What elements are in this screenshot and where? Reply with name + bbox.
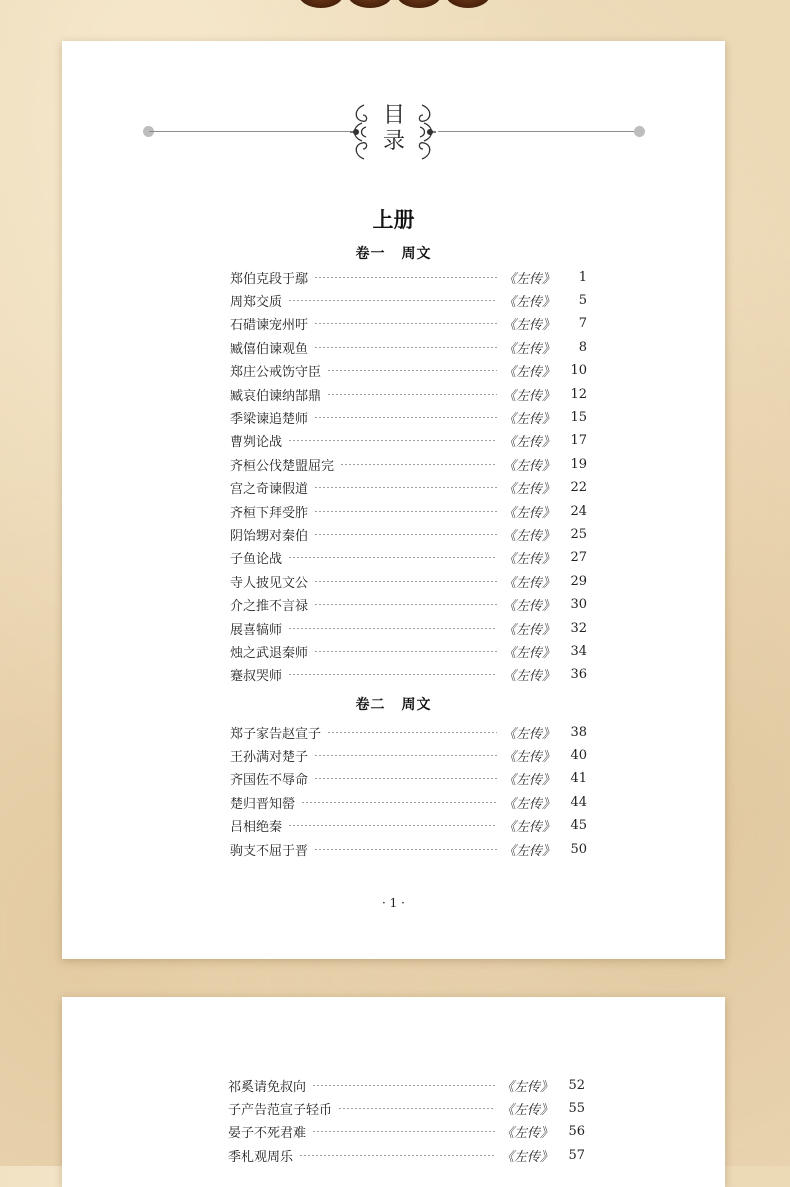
dot-leader: [314, 277, 497, 278]
section-title-category: 周文: [401, 246, 432, 262]
toc-entry-title: 子产告范宣子轻币: [228, 1102, 333, 1118]
toc-entry[interactable]: [230, 665, 587, 685]
toc-entry-title: 寺人披见文公: [230, 575, 309, 591]
toc-entry-source: 《左传》: [502, 552, 555, 568]
toc-entry[interactable]: [228, 1098, 585, 1118]
page-number: · 1 ·: [382, 896, 405, 910]
toc-entry[interactable]: [230, 267, 587, 287]
dot-leader: [314, 347, 497, 348]
dot-leader: [314, 755, 497, 756]
toc-entry-source: 《左传》: [502, 365, 555, 381]
toc-entry-source: 《左传》: [502, 528, 555, 544]
toc-entry-title: 蹇叔哭师: [230, 669, 283, 685]
toc-entry-source: 《左传》: [502, 645, 555, 661]
toc-entry-title: 子鱼论战: [230, 552, 283, 568]
toc-entry-title: 季梁谏追楚师: [230, 411, 309, 427]
dot-leader: [301, 802, 497, 803]
toc-entry[interactable]: [230, 524, 587, 544]
toc-entry[interactable]: [230, 641, 587, 661]
toc-entry-page: 50: [570, 841, 587, 857]
ornament-right-icon: [416, 101, 438, 163]
toc-entry-title: 臧僖伯谏观鱼: [230, 341, 309, 357]
toc-entry-source: 《左传》: [502, 411, 555, 427]
toc-entry-source: 《左传》: [500, 1102, 553, 1118]
toc-entry-title: 烛之武退秦师: [230, 645, 309, 661]
toc-entry-page: 56: [568, 1124, 585, 1140]
decorative-beads: [298, 0, 492, 8]
toc-entry-source: 《左传》: [502, 482, 555, 498]
toc-entry[interactable]: [230, 839, 587, 859]
section-title-category: 周文: [401, 697, 432, 713]
toc-entry-title: 郑庄公戒饬守臣: [230, 365, 322, 381]
toc-entry-page: 8: [578, 339, 587, 355]
toc-entry-title: 宫之奇谏假道: [230, 482, 309, 498]
bead: [396, 0, 442, 8]
toc-entry[interactable]: [230, 722, 587, 742]
toc-entry[interactable]: [228, 1075, 585, 1095]
toc-page-2: [62, 997, 725, 1187]
toc-entry-page: 25: [570, 526, 587, 542]
dot-leader: [327, 732, 497, 733]
toc-entry[interactable]: [230, 501, 587, 521]
dot-leader: [288, 440, 497, 441]
toc-entry[interactable]: [228, 1145, 585, 1165]
toc-entry-page: 30: [570, 597, 587, 613]
toc-entry-title: 展喜犒师: [230, 622, 283, 638]
bead: [298, 0, 344, 8]
toc-entry-page: 40: [570, 747, 587, 763]
toc-entry-page: 12: [570, 386, 587, 402]
toc-entry-title: 吕相绝秦: [230, 820, 283, 836]
toc-entry-source: 《左传》: [500, 1149, 553, 1165]
toc-entry-page: 19: [570, 456, 587, 472]
toc-entry-page: 29: [570, 573, 587, 589]
toc-entry-page: 22: [570, 480, 587, 496]
divider-dot-right: [634, 126, 645, 137]
toc-entry-page: 10: [570, 363, 587, 379]
dot-leader: [288, 674, 497, 675]
toc-entry-source: 《左传》: [502, 294, 555, 310]
toc-header: [62, 41, 725, 181]
toc-entry-title: 齐桓公伐楚盟屈完: [230, 458, 335, 474]
ornament-left-icon: [348, 101, 370, 163]
toc-entry[interactable]: [230, 290, 587, 310]
section-title: [62, 243, 725, 263]
dot-leader: [288, 557, 497, 558]
toc-entry-page: 27: [570, 550, 587, 566]
volume-title: 上册: [372, 207, 415, 232]
dot-leader: [314, 651, 497, 652]
toc-entry-page: 1: [578, 269, 587, 285]
toc-entry-page: 38: [570, 724, 587, 740]
toc-entry-title: 齐国佐不辱命: [230, 773, 309, 789]
toc-entry[interactable]: [230, 769, 587, 789]
section-title: [62, 694, 725, 714]
toc-entry-page: 7: [578, 316, 587, 332]
dot-leader: [314, 323, 497, 324]
dot-leader: [314, 511, 497, 512]
toc-entry-source: 《左传》: [502, 599, 555, 615]
toc-entry-title: 阴饴甥对秦伯: [230, 528, 309, 544]
dot-leader: [314, 849, 497, 850]
toc-entry[interactable]: [230, 337, 587, 357]
divider-line-right: [438, 131, 637, 132]
toc-entry-source: 《左传》: [502, 341, 555, 357]
dot-leader: [327, 394, 497, 395]
toc-entry-source: 《左传》: [502, 435, 555, 451]
toc-header-title: 目录: [382, 103, 405, 154]
toc-entry[interactable]: [230, 745, 587, 765]
toc-entry-source: 《左传》: [502, 271, 555, 287]
toc-entry-page: 52: [568, 1077, 585, 1093]
dot-leader: [338, 1108, 495, 1109]
dot-leader: [314, 581, 497, 582]
toc-entry-source: 《左传》: [502, 458, 555, 474]
dot-leader: [288, 628, 497, 629]
toc-entry-title: 介之推不言禄: [230, 599, 309, 615]
toc-entry[interactable]: [230, 384, 587, 404]
toc-entry-source: 《左传》: [502, 505, 555, 521]
dot-leader: [312, 1085, 495, 1086]
toc-entry-title: 晏子不死君难: [228, 1126, 307, 1142]
toc-entry-page: 24: [570, 503, 587, 519]
toc-page-1: [62, 41, 725, 959]
dot-leader: [314, 417, 497, 418]
toc-entry-page: 57: [568, 1147, 585, 1163]
toc-entry[interactable]: [228, 1122, 585, 1142]
toc-entry[interactable]: [230, 431, 587, 451]
toc-entry-source: 《左传》: [502, 726, 555, 742]
toc-entry-title: 郑子家告赵宣子: [230, 726, 322, 742]
toc-entry-source: 《左传》: [502, 669, 555, 685]
toc-entry[interactable]: [230, 361, 587, 381]
toc-entry[interactable]: [230, 792, 587, 812]
toc-entry-page: 17: [570, 433, 587, 449]
bead: [347, 0, 393, 8]
toc-entry-title: 楚归晋知罃: [230, 796, 296, 812]
toc-entry[interactable]: [230, 618, 587, 638]
toc-entry-source: 《左传》: [502, 843, 555, 859]
divider-line-left: [149, 131, 350, 132]
toc-entry-page: 45: [570, 818, 587, 834]
toc-entry[interactable]: [230, 595, 587, 615]
toc-entry-source: 《左传》: [502, 622, 555, 638]
toc-entry[interactable]: [230, 407, 587, 427]
toc-entry-source: 《左传》: [502, 749, 555, 765]
dot-leader: [314, 778, 497, 779]
toc-entry-title: 驹支不屈于晋: [230, 843, 309, 859]
toc-entry-page: 32: [570, 620, 587, 636]
toc-entry-title: 祁奚请免叔向: [228, 1079, 307, 1095]
toc-entry-title: 季札观周乐: [228, 1149, 294, 1165]
toc-entry-title: 郑伯克段于鄢: [230, 271, 309, 287]
bead: [445, 0, 491, 8]
toc-entry-source: 《左传》: [502, 388, 555, 404]
dot-leader: [327, 370, 497, 371]
toc-entry-title: 周郑交质: [230, 294, 283, 310]
toc-entry-source: 《左传》: [502, 796, 555, 812]
toc-entry-title: 王孙满对楚子: [230, 749, 309, 765]
toc-entry-title: 齐桓下拜受胙: [230, 505, 309, 521]
toc-entry-page: 44: [570, 794, 587, 810]
toc-entry[interactable]: [230, 548, 587, 568]
section-title-volume: 卷一: [355, 246, 386, 262]
toc-entry-title: 曹刿论战: [230, 435, 283, 451]
dot-leader: [314, 534, 497, 535]
dot-leader: [340, 464, 497, 465]
toc-entry-source: 《左传》: [502, 773, 555, 789]
dot-leader: [314, 487, 497, 488]
toc-entry-page: 5: [578, 292, 587, 308]
dot-leader: [314, 604, 497, 605]
toc-entry[interactable]: [230, 478, 587, 498]
toc-entry-page: 41: [570, 771, 587, 787]
dot-leader: [299, 1155, 495, 1156]
toc-entry-source: 《左传》: [502, 820, 555, 836]
toc-entry-page: 15: [570, 409, 587, 425]
toc-entry-source: 《左传》: [502, 318, 555, 334]
toc-entry[interactable]: [230, 816, 587, 836]
toc-entry-source: 《左传》: [500, 1126, 553, 1142]
toc-entry-source: 《左传》: [502, 575, 555, 591]
toc-entry-source: 《左传》: [500, 1079, 553, 1095]
toc-entry[interactable]: [230, 454, 587, 474]
toc-entry-page: 34: [570, 643, 587, 659]
dot-leader: [312, 1131, 495, 1132]
dot-leader: [288, 825, 497, 826]
section-title-volume: 卷二: [355, 697, 386, 713]
toc-entry-page: 36: [570, 667, 587, 683]
toc-entry[interactable]: [230, 314, 587, 334]
dot-leader: [288, 300, 497, 301]
toc-entry-page: 55: [568, 1100, 585, 1116]
toc-entry-title: 臧哀伯谏纳郜鼎: [230, 388, 322, 404]
toc-entry-title: 石碏谏宠州吁: [230, 318, 309, 334]
toc-entry[interactable]: [230, 571, 587, 591]
